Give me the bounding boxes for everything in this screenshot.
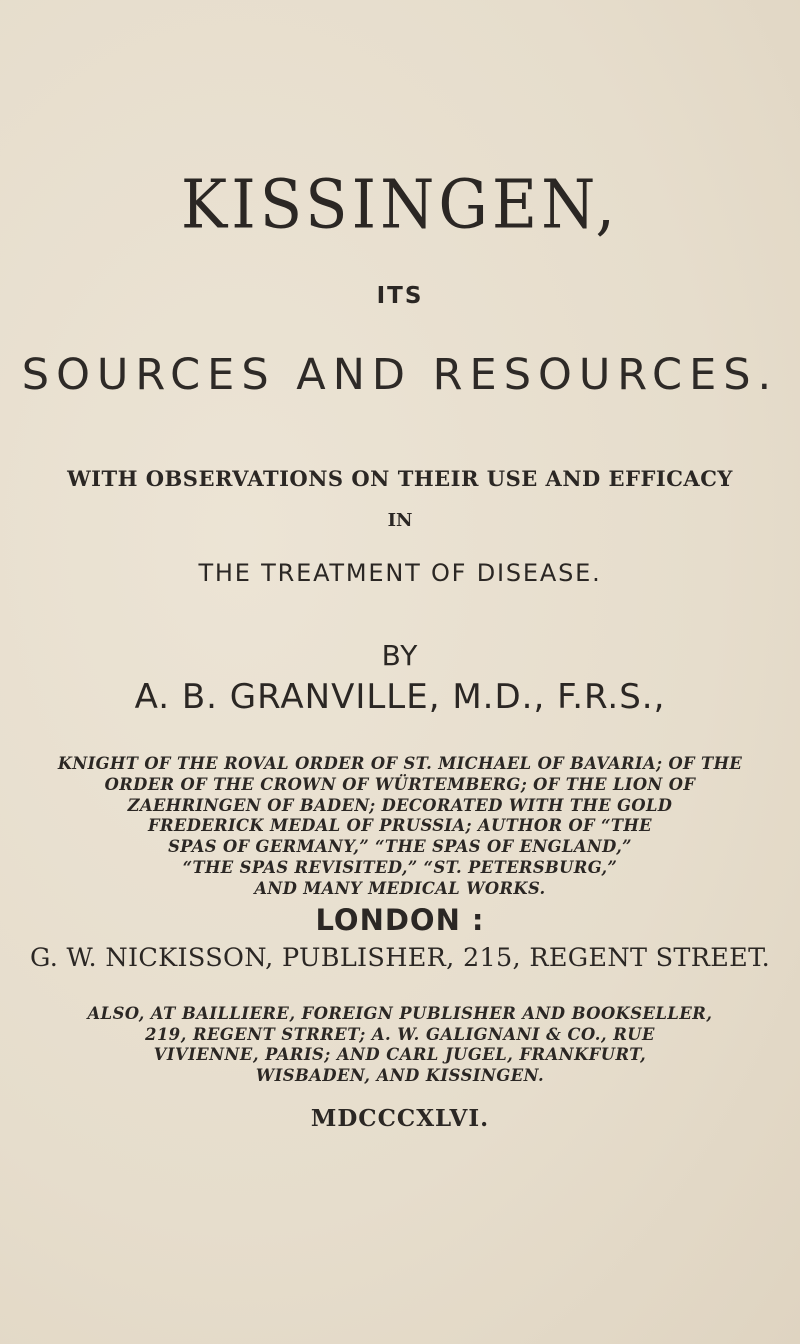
author-description-line: “THE SPAS REVISITED,” “ST. PETERSBURG,” bbox=[182, 857, 618, 877]
author-name: A. B. GRANVILLE, M.D., F.R.S., bbox=[134, 677, 666, 717]
also-sold-at-line: ALSO, AT BAILLIERE, FOREIGN PUBLISHER AND BOOKSELLER, bbox=[87, 1004, 713, 1023]
publisher-line: G. W. NICKISSON, PUBLISHER, 215, REGENT STREET. bbox=[29, 943, 771, 973]
publication-year: MDCCCXLVI. bbox=[310, 1105, 490, 1132]
in-line: IN bbox=[387, 510, 413, 531]
author-description-line: AND MANY MEDICAL WORKS. bbox=[254, 878, 546, 898]
author-description-line: FREDERICK MEDAL OF PRUSSIA; AUTHOR OF “THE bbox=[148, 816, 652, 836]
book-subtitle: SOURCES AND RESOURCES. bbox=[21, 350, 779, 400]
author-description-line: ORDER OF THE CROWN OF WÜRTEMBERG; OF THE LION OF bbox=[104, 774, 696, 794]
by-line: BY bbox=[381, 639, 419, 672]
also-sold-at-line: WISBADEN, AND KISSINGEN. bbox=[255, 1065, 545, 1085]
also-sold-at-line: VIVIENNE, PARIS; AND CARL JUGEL, FRANKFURT, bbox=[153, 1045, 647, 1065]
treatment-line: THE TREATMENT OF DISEASE. bbox=[198, 559, 602, 587]
book-title: KISSINGEN, bbox=[180, 165, 620, 244]
also-sold-at-line: 219, REGENT STRRET; A. W. GALIGNANI & CO., RUE bbox=[145, 1024, 655, 1044]
its-line: ITS bbox=[376, 283, 424, 309]
author-description bbox=[0, 754, 800, 900]
observations-line: WITH OBSERVATIONS ON THEIR USE AND EFFICACY bbox=[67, 466, 733, 491]
author-description-line: ZAEHRINGEN OF BADEN; DECORATED WITH THE GOLD bbox=[127, 795, 673, 815]
author-description-line: SPAS OF GERMANY,” “THE SPAS OF ENGLAND,” bbox=[168, 837, 632, 857]
also-sold-at bbox=[0, 1004, 800, 1086]
publication-place: LONDON : bbox=[315, 903, 485, 937]
author-description-line: KNIGHT OF THE ROVAL ORDER OF ST. MICHAEL OF BAVARIA; OF THE bbox=[57, 754, 743, 773]
